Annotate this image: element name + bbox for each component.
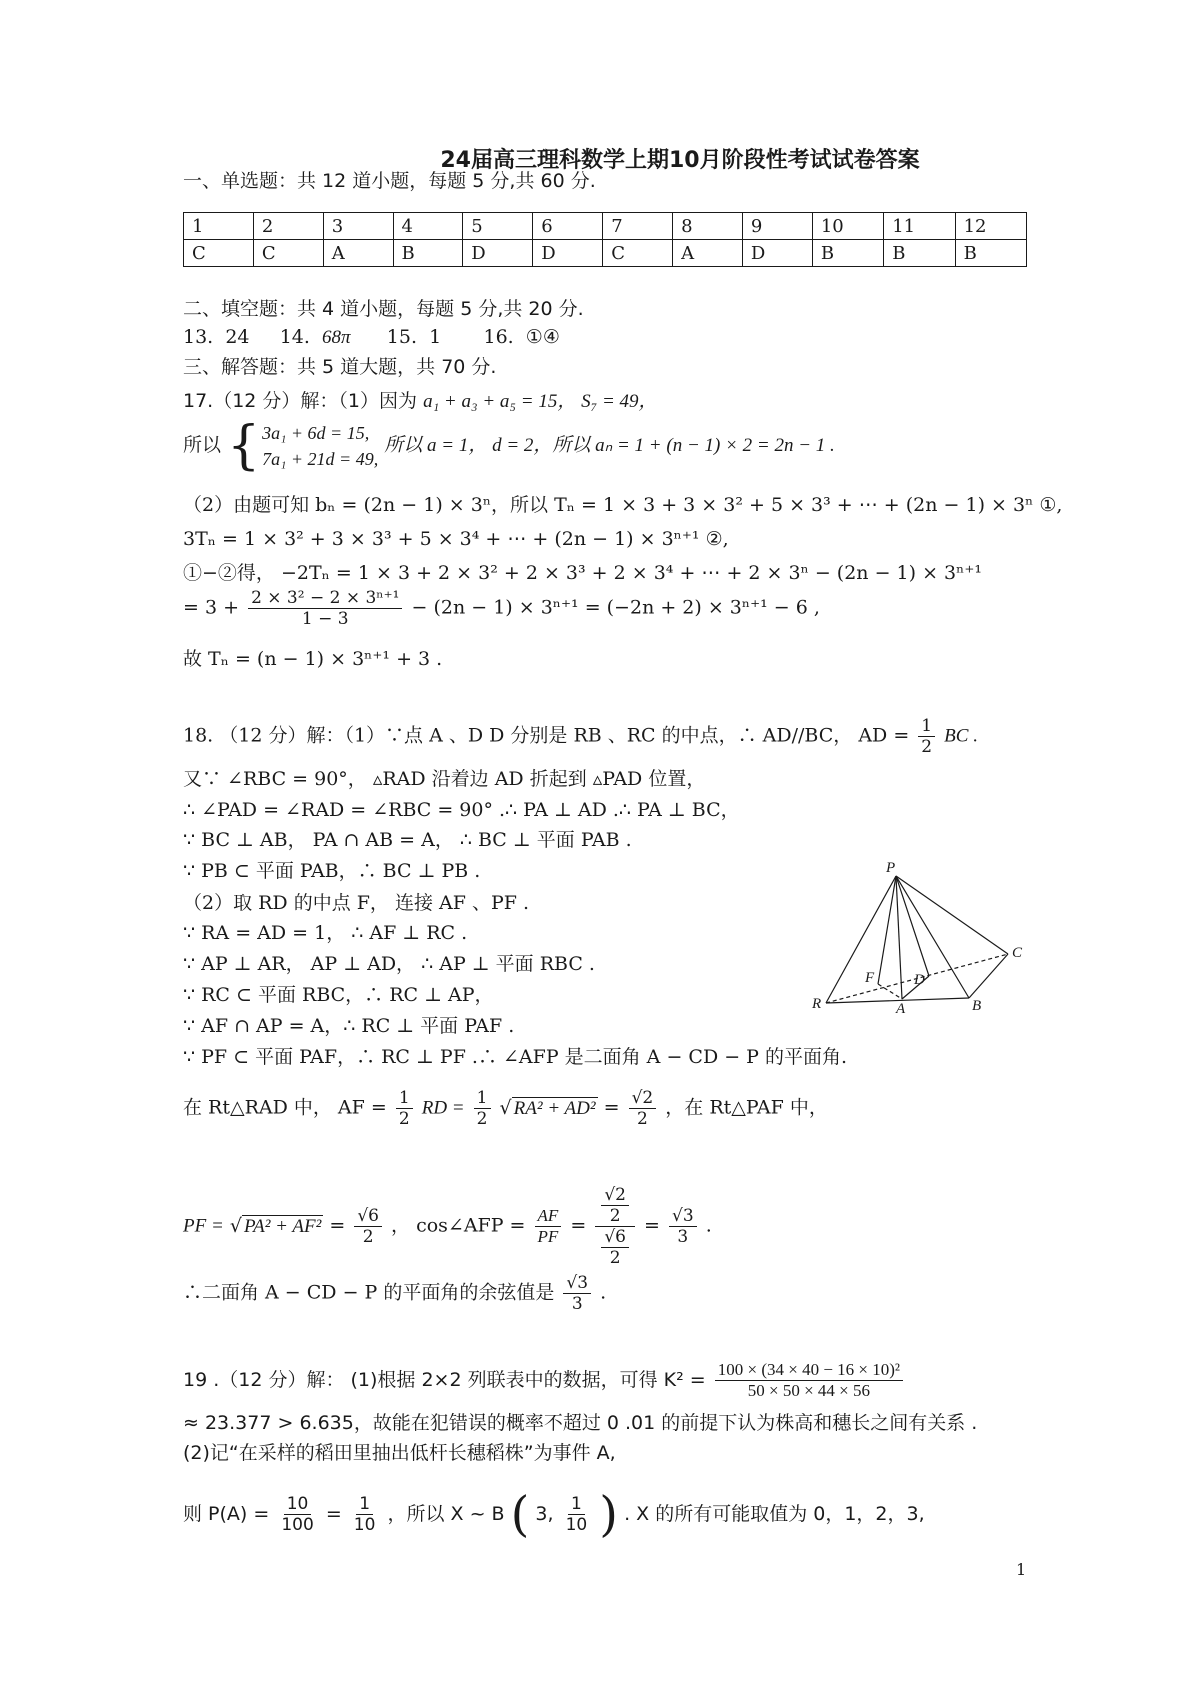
edge-pd: [896, 876, 929, 976]
fill-item-no: 13.: [183, 326, 214, 348]
vertex-label-r: R: [812, 996, 822, 1012]
edge-pa: [896, 876, 902, 999]
vertex-label-d: D: [914, 972, 925, 988]
fraction: $\frac{10}{100}$: [281, 1494, 314, 1535]
table-cell: D: [463, 240, 533, 267]
answer-table-numbers-row: [184, 213, 1027, 240]
q17-conclusion: 故 Tₙ = (n − 1) × 3ⁿ⁺¹ + 3 .: [183, 648, 443, 670]
fraction: $\frac{\text{2 × 3² − 2 × 3ⁿ⁺¹}}{1 - 3}$: [248, 588, 402, 629]
fraction: $\frac{√2}{2}$: [629, 1088, 657, 1129]
fraction: $\frac{\text{100 × (34 × 40 − 16 × 10)²}}{50 \times 50 \times 44 \times 56}$: [715, 1360, 903, 1401]
table-cell: C: [184, 240, 254, 267]
pyramid-figure: [806, 856, 1036, 1016]
fraction: $\frac{1}{10}$: [565, 1494, 588, 1535]
table-cell: 4: [393, 213, 463, 240]
table-cell: 10: [812, 213, 883, 240]
fraction-half: $\frac{1}{2}$: [474, 1088, 491, 1129]
q19-line1: 19 .（12 分）解： (1)根据 2×2 列联表中的数据，可得 K² = $\frac{\text{100 × (34 × 40 − 16 × 10)²}}{50 \times 50 \times 44 \times 56}$: [183, 1360, 906, 1401]
table-cell: C: [603, 240, 673, 267]
table-cell: 11: [884, 213, 955, 240]
fill-in-answers: [183, 324, 560, 351]
q17-condition: a₁ + a₃ + a₅ = 15， S₇ = 49，: [423, 391, 658, 412]
system-eq-1: 3a₁ + 6d = 15,: [262, 423, 370, 443]
answer-table-answers-row: [184, 240, 1027, 267]
fraction-half: $\frac{1}{2}$: [396, 1088, 413, 1129]
q18-line6: （2）取 RD 的中点 F， 连接 AF 、PF .: [183, 892, 529, 914]
fill-item-no: 15.: [386, 326, 418, 348]
table-cell: 6: [533, 213, 603, 240]
fraction: $\frac{√3}{3}$: [563, 1273, 591, 1314]
q17-head: 17.（12 分）解：（1）因为: [183, 390, 418, 412]
answer-table: [183, 212, 1027, 267]
q18-line13: PF = √ PA² + AF² = $\frac{√6}{2}$ ， cos∠AFP = $\frac{AF}{PF}$ = $\frac{\frac{√2}{2}}{\frac{√6}{2}}$ = $\frac{√3}{3}$ .: [183, 1185, 712, 1268]
table-cell: D: [533, 240, 603, 267]
fraction: $\frac{1}{10}$: [353, 1494, 376, 1535]
section2-heading: 二、填空题：共 4 道小题，每题 5 分,共 20 分.: [183, 298, 584, 320]
square-root: √ PA² + AF²: [229, 1214, 322, 1237]
vertex-label-p: P: [886, 860, 896, 876]
vertex-label-c: C: [1012, 945, 1023, 961]
table-cell: B: [955, 240, 1026, 267]
right-paren-icon: ): [599, 1486, 619, 1543]
q17-part2-line1: （2）由题可知 bₙ = (2n − 1) × 3ⁿ，所以 Tₙ = 1 × 3 + 3 × 3² + 5 × 3³ + ⋯ + (2n − 1) × 3ⁿ ①,: [183, 494, 1063, 516]
q18-line9: ∵ RC ⊂ 平面 RBC，∴ RC ⊥ AP，: [183, 984, 494, 1006]
table-cell: 5: [463, 213, 533, 240]
table-cell: 7: [603, 213, 673, 240]
q17-part2-line2: 3Tₙ = 1 × 3² + 3 × 3³ + 5 × 3⁴ + ⋯ + (2n − 1) × 3ⁿ⁺¹ ②,: [183, 528, 729, 550]
fill-item-answer: 24: [225, 326, 250, 348]
fraction: $\frac{AF}{PF}$: [535, 1206, 562, 1247]
fill-item-answer: ①④: [525, 326, 560, 348]
q18-line2: 又∵ ∠RBC = 90°， ▵RAD 沿着边 AD 折起到 ▵PAD 位置，: [183, 768, 706, 790]
square-root: √ RA² + AD²: [499, 1096, 596, 1119]
page-number: 1: [1016, 1560, 1027, 1579]
table-cell: 1: [184, 213, 254, 240]
vertex-label-f: F: [865, 970, 875, 986]
q17-part2-line4: = 3 + $\frac{\text{2 × 3² − 2 × 3ⁿ⁺¹}}{1 - 3}$ − (2n − 1) × 3ⁿ⁺¹ = (−2n + 2) × 3ⁿ⁺¹ − 6 ,: [183, 588, 820, 629]
q18-line8: ∵ AP ⊥ AR， AP ⊥ AD， ∴ AP ⊥ 平面 RBC .: [183, 953, 595, 975]
q18-line12: 在 Rt△RAD 中， AF = $\frac{1}{2}$ RD = $\frac{1}{2}$ √ RA² + AD² = $\frac{√2}{2}$ ，在 Rt△PAF 中，: [183, 1088, 828, 1129]
section1-heading: 一、单选题：共 12 道小题，每题 5 分,共 60 分.: [183, 170, 596, 192]
q18-line3: ∴ ∠PAD = ∠RAD = ∠RBC = 90° .∴ PA ⊥ AD .∴ PA ⊥ BC，: [183, 799, 740, 821]
q17-line1: [183, 388, 658, 415]
section3-heading: 三、解答题：共 5 道大题，共 70 分.: [183, 356, 497, 378]
table-cell: A: [323, 240, 393, 267]
table-cell: 12: [955, 213, 1026, 240]
q18-line1: 18. （12 分）解：（1）∵点 A 、D D 分别是 RB 、RC 的中点，∴ AD//BC， AD = $\frac{1}{2}$ BC .: [183, 716, 978, 757]
q19-line2: ≈ 23.377 > 6.635，故能在犯错误的概率不超过 0 .01 的前提下认为株高和穗长之间有关系 .: [183, 1412, 978, 1434]
fill-item-answer: 68π: [322, 327, 351, 348]
q18-line10: ∵ AF ∩ AP = A，∴ RC ⊥ 平面 PAF .: [183, 1015, 515, 1037]
compound-fraction: $\frac{\frac{√2}{2}}{\frac{√6}{2}}$: [595, 1185, 635, 1268]
q18-line4: ∵ BC ⊥ AB， PA ∩ AB = A， ∴ BC ⊥ 平面 PAB .: [183, 829, 632, 851]
fill-item-no: 16.: [483, 326, 514, 348]
fraction: $\frac{√3}{3}$: [669, 1206, 697, 1247]
fraction: $\frac{√6}{2}$: [354, 1206, 382, 1247]
equation-system: [227, 416, 379, 476]
table-cell: B: [884, 240, 955, 267]
q17-result: 所以 a = 1， d = 2，所以 aₙ = 1 + (n − 1) × 2 = 2n − 1 .: [384, 435, 835, 456]
vertex-label-b: B: [972, 998, 982, 1014]
table-cell: 8: [673, 213, 743, 240]
left-paren-icon: (: [510, 1486, 530, 1543]
q19-line3: (2)记“在采样的稻田里抽出低杆长穗稻株”为事件 A,: [183, 1442, 616, 1464]
q18-line11: ∵ PF ⊂ 平面 PAF，∴ RC ⊥ PF .∴ ∠AFP 是二面角 A − CD − P 的平面角.: [183, 1046, 848, 1068]
table-cell: D: [742, 240, 812, 267]
table-cell: C: [253, 240, 323, 267]
fraction-half: $\frac{1}{2}$: [918, 716, 935, 757]
fill-item-no: 14.: [279, 326, 310, 348]
table-cell: B: [812, 240, 883, 267]
edge-pc: [896, 876, 1008, 954]
q17-system-line: [183, 416, 835, 476]
left-brace-icon: {: [227, 416, 261, 476]
q18-line5: ∵ PB ⊂ 平面 PAB，∴ BC ⊥ PB .: [183, 860, 481, 882]
q17-part2-line3: ①−②得， −2Tₙ = 1 × 3 + 2 × 3² + 2 × 3³ + 2 × 3⁴ + ⋯ + 2 × 3ⁿ − (2n − 1) × 3ⁿ⁺¹: [183, 562, 982, 584]
table-cell: 3: [323, 213, 393, 240]
system-eq-2: 7a₁ + 21d = 49,: [262, 449, 379, 469]
table-cell: 9: [742, 213, 812, 240]
q19-line4: 则 P(A) = $\frac{10}{100}$ = $\frac{1}{10}$ ，所以 X ~ B ( 3, $\frac{1}{10}$ ) . X 的所有可能取值为 0，1，2，3,: [183, 1486, 925, 1543]
fill-item-answer: 1: [429, 326, 442, 348]
page-title: 24届高三理科数学上期10月阶段性考试试卷答案: [440, 148, 920, 173]
q18-line7: ∵ RA = AD = 1， ∴ AF ⊥ RC .: [183, 922, 468, 944]
edge-pb: [896, 876, 969, 998]
table-cell: B: [393, 240, 463, 267]
q18-line14: ∴二面角 A − CD − P 的平面角的余弦值是 $\frac{√3}{3}$ .: [183, 1273, 607, 1314]
table-cell: 2: [253, 213, 323, 240]
table-cell: A: [673, 240, 743, 267]
q17-so: 所以: [183, 434, 222, 456]
edge-bc: [969, 954, 1008, 998]
vertex-label-a: A: [896, 1001, 906, 1016]
